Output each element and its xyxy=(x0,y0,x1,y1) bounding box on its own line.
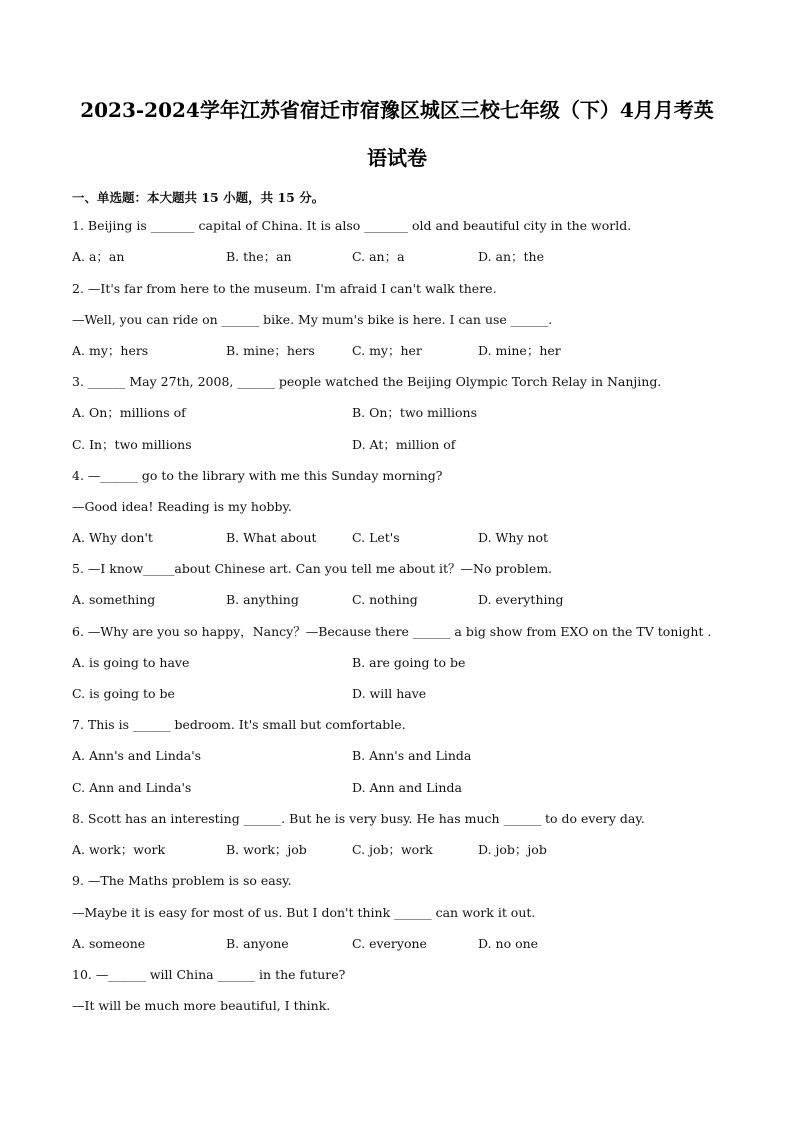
question-4-option-b: B. What about xyxy=(226,530,317,545)
question-9-option-b: B. anyone xyxy=(226,936,289,951)
question-1-stem: 1. Beijing is _______ capital of China. It is also _______ old and beautiful city in the world. xyxy=(72,218,632,233)
question-3-option-a: A. On；millions of xyxy=(72,405,186,420)
question-10-stem-line-2: —It will be much more beautiful, I think. xyxy=(72,998,331,1013)
question-4-stem-line-1: 4. —______ go to the library with me this Sunday morning? xyxy=(72,468,443,483)
question-4-option-d: D. Why not xyxy=(478,530,549,545)
question-7-option-d: D. Ann and Linda xyxy=(352,780,462,795)
question-7-option-a: A. Ann's and Linda's xyxy=(72,748,202,763)
question-4-option-c: C. Let's xyxy=(352,530,400,545)
question-8-option-c: C. job；work xyxy=(352,842,433,857)
question-6-option-a: A. is going to have xyxy=(72,655,190,670)
question-9-option-d: D. no one xyxy=(478,936,539,951)
question-3-option-c: C. In；two millions xyxy=(72,437,192,452)
question-8-option-b: B. work；job xyxy=(226,842,307,857)
question-6-option-b: B. are going to be xyxy=(352,655,466,670)
question-10-stem-line-1: 10. —______ will China ______ in the future? xyxy=(72,967,346,982)
question-9-option-c: C. everyone xyxy=(352,936,427,951)
question-5-option-a: A. something xyxy=(72,592,156,607)
question-5-option-b: B. anything xyxy=(226,592,299,607)
question-9-stem-line-1: 9. —The Maths problem is so easy. xyxy=(72,873,292,888)
question-9-option-a: A. someone xyxy=(72,936,146,951)
question-7-option-c: C. Ann and Linda's xyxy=(72,780,192,795)
question-1-option-b: B. the；an xyxy=(226,249,292,264)
question-2-stem-line-2: —Well, you can ride on ______ bike. My mum's bike is here. I can use ______. xyxy=(72,312,553,327)
question-8-option-a: A. work；work xyxy=(72,842,166,857)
question-4-option-a: A. Why don't xyxy=(72,530,153,545)
question-2-option-b: B. mine；hers xyxy=(226,343,315,358)
question-2-option-c: C. my；her xyxy=(352,343,422,358)
exam-title-line-1: 2023-2024学年江苏省宿迁市宿豫区城区三校七年级（下）4月月考英 xyxy=(80,98,714,122)
question-6-option-c: C. is going to be xyxy=(72,686,175,701)
question-7-option-b: B. Ann's and Linda xyxy=(352,748,472,763)
question-1-option-a: A. a；an xyxy=(72,249,125,264)
question-4-stem-line-2: —Good idea! Reading is my hobby. xyxy=(72,499,292,514)
question-3-option-b: B. On；two millions xyxy=(352,405,477,420)
question-2-option-d: D. mine；her xyxy=(478,343,561,358)
section-heading: 一、单选题：本大题共 15 小题，共 15 分。 xyxy=(72,190,325,205)
question-6-stem: 6. —Why are you so happy，Nancy？—Because there ______ a big show from EXO on the TV tonight . xyxy=(72,624,712,639)
question-1-option-c: C. an；a xyxy=(352,249,405,264)
exam-title-line-2: 语试卷 xyxy=(367,146,427,170)
question-8-option-d: D. job；job xyxy=(478,842,547,857)
question-5-stem: 5. —I know_____about Chinese art. Can you tell me about it？—No problem. xyxy=(72,561,553,576)
question-3-stem: 3. ______ May 27th, 2008, ______ people watched the Beijing Olympic Torch Relay in Nanjing. xyxy=(72,374,662,389)
question-8-stem: 8. Scott has an interesting ______. But he is very busy. He has much ______ to do every day. xyxy=(72,811,645,826)
question-9-stem-line-2: —Maybe it is easy for most of us. But I don't think ______ can work it out. xyxy=(72,905,536,920)
question-1-option-d: D. an；the xyxy=(478,249,544,264)
question-5-option-d: D. everything xyxy=(478,592,564,607)
question-6-option-d: D. will have xyxy=(352,686,427,701)
question-3-option-d: D. At；million of xyxy=(352,437,456,452)
question-2-stem-line-1: 2. —It's far from here to the museum. I'm afraid I can't walk there. xyxy=(72,281,497,296)
question-5-option-c: C. nothing xyxy=(352,592,418,607)
question-2-option-a: A. my；hers xyxy=(72,343,149,358)
question-7-stem: 7. This is ______ bedroom. It's small but comfortable. xyxy=(72,717,406,732)
